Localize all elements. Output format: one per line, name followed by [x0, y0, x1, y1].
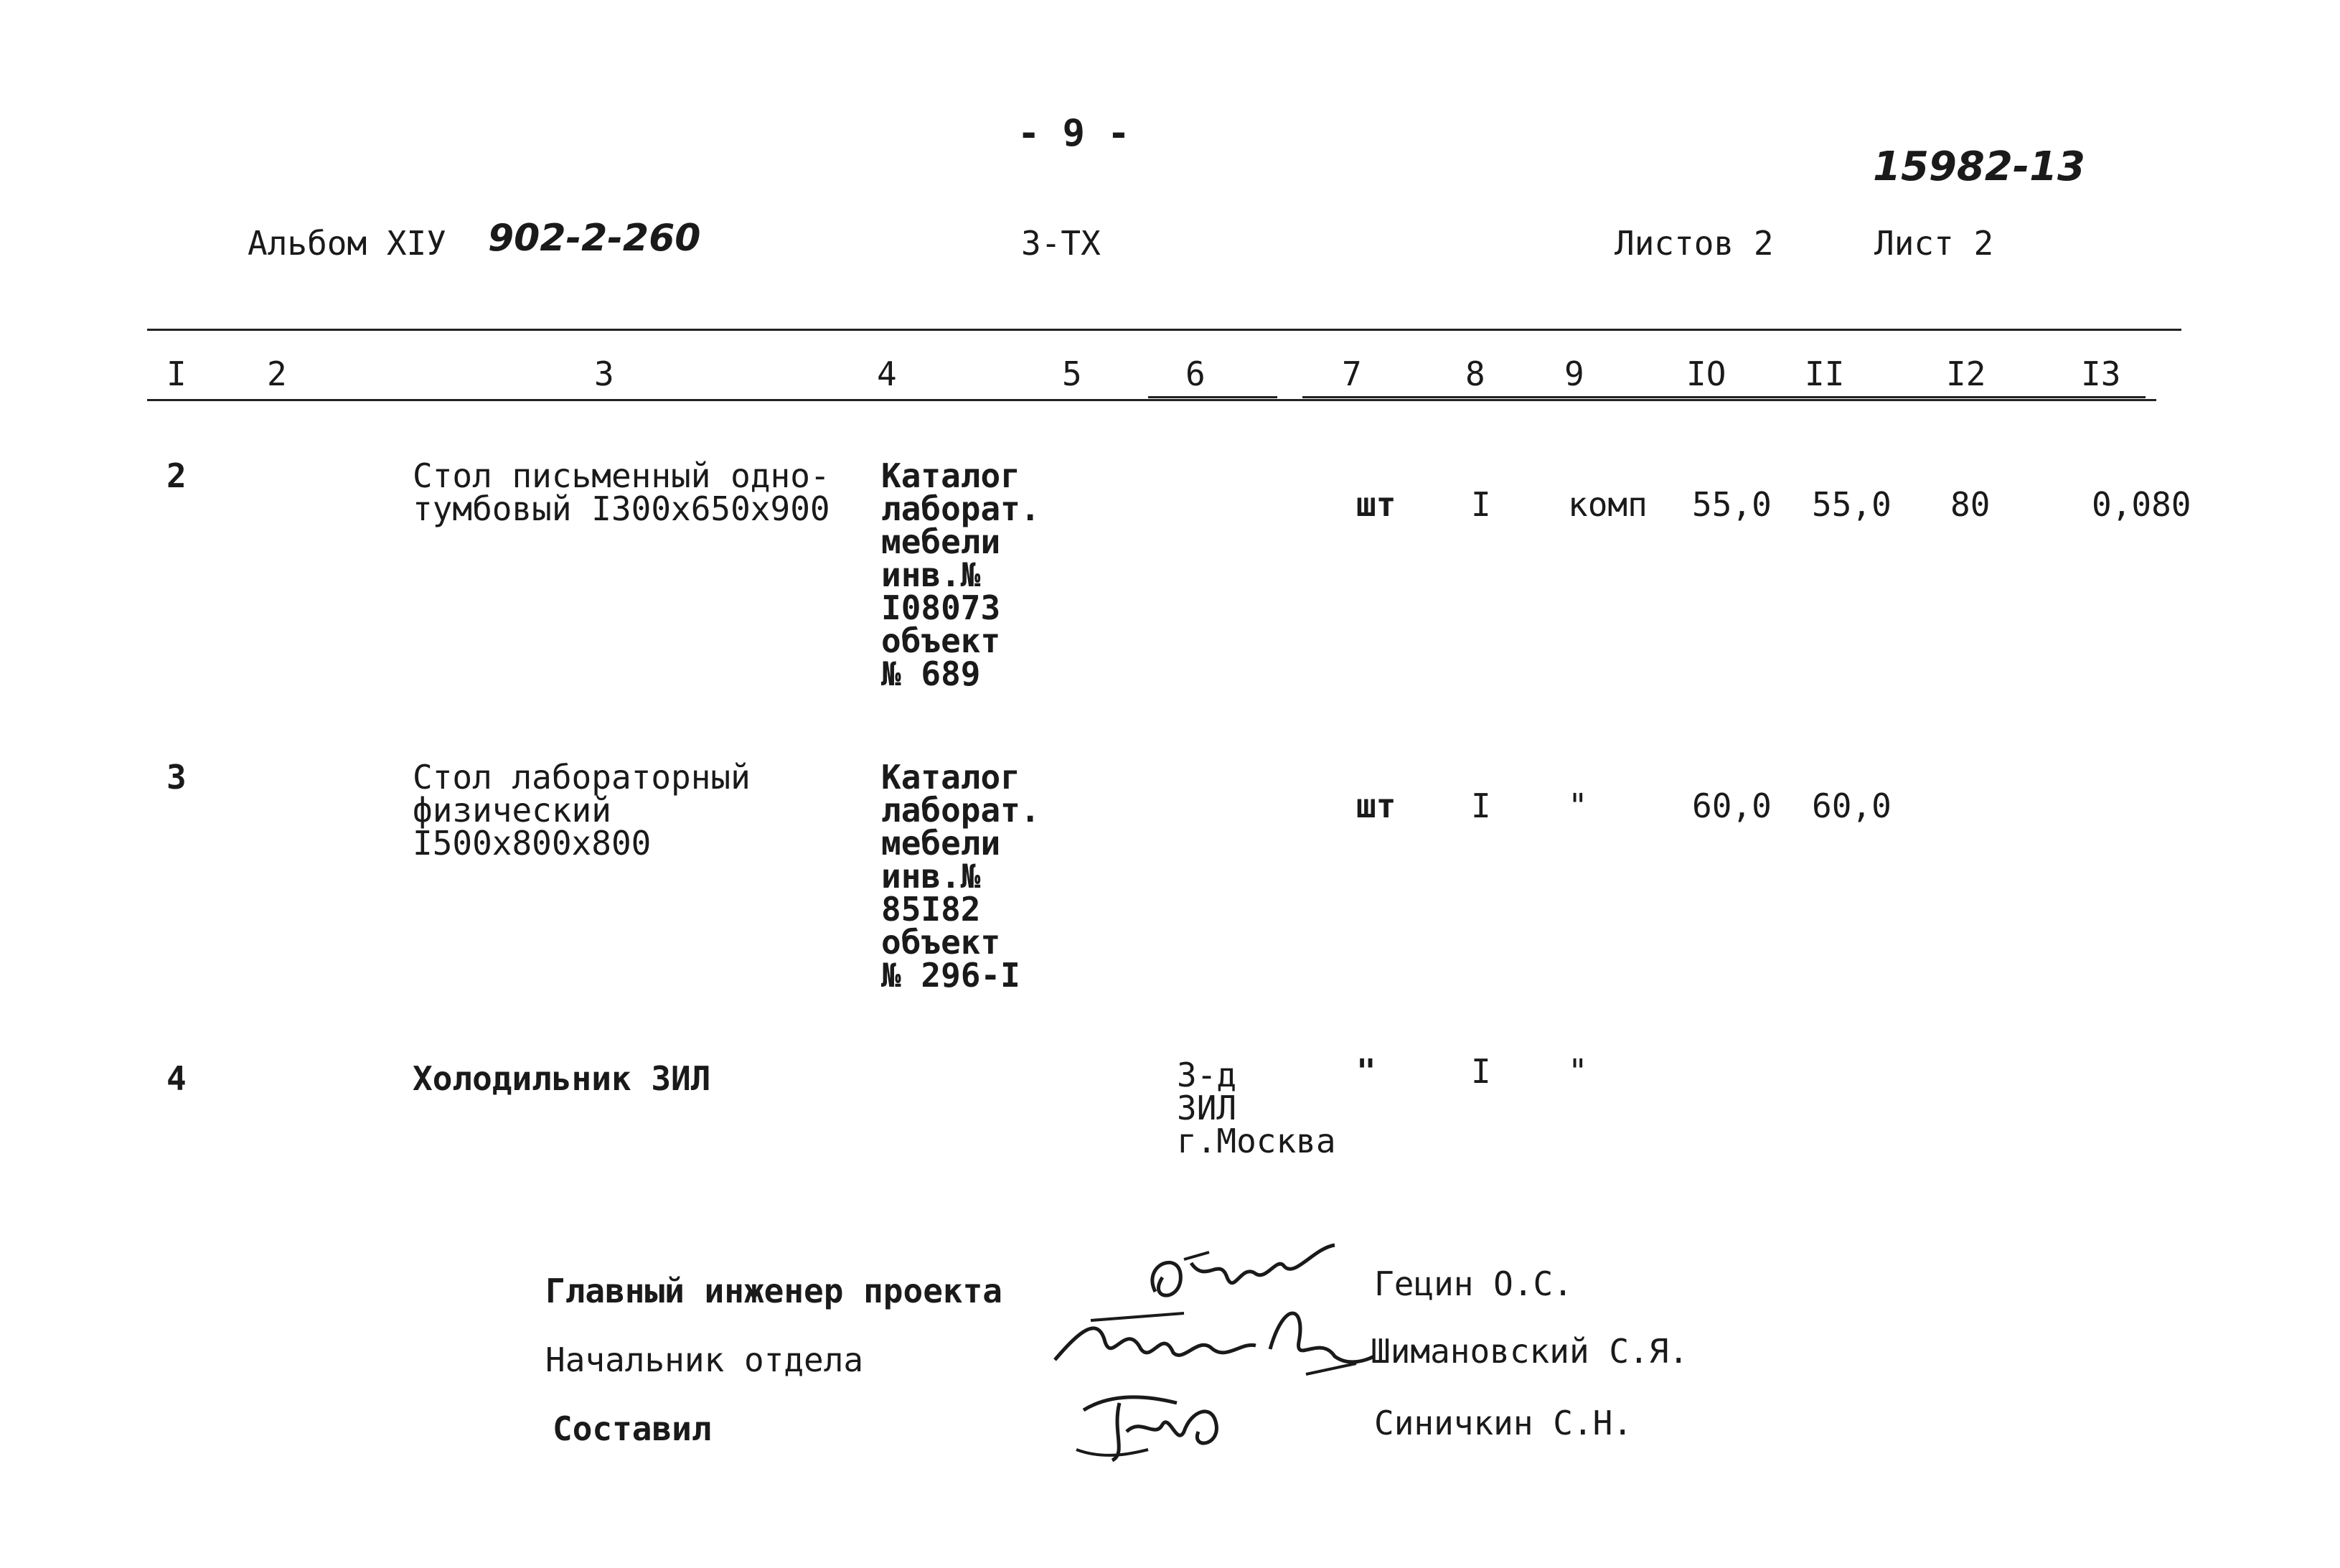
- column-header-6: 6: [1185, 355, 1206, 393]
- row-number: 4: [166, 1059, 187, 1098]
- album-code: 902-2-260: [488, 217, 701, 260]
- value-col11: 60,0: [1812, 787, 1892, 825]
- row-number: 3: [166, 758, 187, 797]
- quantity: I: [1471, 1052, 1491, 1091]
- package: ": [1568, 787, 1588, 825]
- value-col12: 80: [1950, 485, 1991, 524]
- quantity: I: [1471, 787, 1491, 825]
- column-header-8: 8: [1465, 355, 1485, 393]
- column-header-1: I: [166, 355, 187, 393]
- page-number: - 9 -: [1018, 112, 1130, 155]
- unit: шт: [1356, 787, 1396, 825]
- unit: шт: [1356, 485, 1396, 524]
- column-header-11: II: [1805, 355, 1845, 393]
- sheets-total: Листов 2: [1615, 224, 1774, 263]
- column-header-13: I3: [2081, 355, 2121, 393]
- column-header-9: 9: [1564, 355, 1584, 393]
- column-header-2: 2: [267, 355, 287, 393]
- manufacturer: З-д ЗИЛ г.Москва: [1177, 1056, 1336, 1160]
- signature-name-department-head: Шимановский С.Я.: [1371, 1332, 1689, 1371]
- column-header-5: 5: [1062, 355, 1082, 393]
- column-header-3: 3: [594, 355, 614, 393]
- value-col13: 0,080: [2092, 485, 2191, 524]
- header-bottom-rule: [147, 399, 2156, 401]
- document-number: 15982-13: [1873, 144, 2085, 190]
- table-top-rule: [147, 329, 2181, 331]
- item-name: Стол письменный одно- тумбовый I300x650x900: [413, 456, 830, 528]
- value-col11: 55,0: [1812, 485, 1892, 524]
- sheet-number: Лист 2: [1874, 224, 1994, 263]
- catalog-reference: Каталог лаборат. мебели инв.№ 85I82 объект № 296-I: [881, 758, 1040, 995]
- column-header-10: IO: [1686, 355, 1726, 393]
- column-header-12: I2: [1946, 355, 1986, 393]
- signature-role-chief-engineer: Главный инженер проекта: [545, 1272, 1002, 1310]
- column-header-7: 7: [1342, 355, 1362, 393]
- header-underline: [1937, 396, 2146, 398]
- value-col10: 55,0: [1692, 485, 1772, 524]
- signature-name-compiler: Синичкин С.Н.: [1374, 1404, 1633, 1442]
- unit: ": [1356, 1052, 1376, 1091]
- item-name: Холодильник ЗИЛ: [413, 1059, 711, 1098]
- album-label: Альбом XIУ: [248, 224, 446, 263]
- handwritten-signature-2: [1048, 1292, 1378, 1385]
- item-name: Стол лабораторный физический I500x800x800: [413, 758, 751, 863]
- value-col10: 60,0: [1692, 787, 1772, 825]
- handwritten-signature-3: [1069, 1381, 1241, 1468]
- section-code: 3-ТХ: [1021, 224, 1101, 263]
- catalog-reference: Каталог лаборат. мебели инв.№ I08073 объект № 689: [881, 456, 1040, 693]
- package: комп: [1568, 485, 1648, 524]
- quantity: I: [1471, 485, 1491, 524]
- row-number: 2: [166, 456, 187, 495]
- signature-role-department-head: Начальник отдела: [545, 1341, 864, 1379]
- signature-role-compiler: Составил: [553, 1409, 712, 1448]
- package: ": [1568, 1052, 1588, 1091]
- column-header-4: 4: [877, 355, 897, 393]
- header-underline: [1302, 396, 1980, 398]
- signature-name-chief-engineer: Гецин О.С.: [1374, 1264, 1573, 1303]
- header-underline: [1148, 396, 1277, 398]
